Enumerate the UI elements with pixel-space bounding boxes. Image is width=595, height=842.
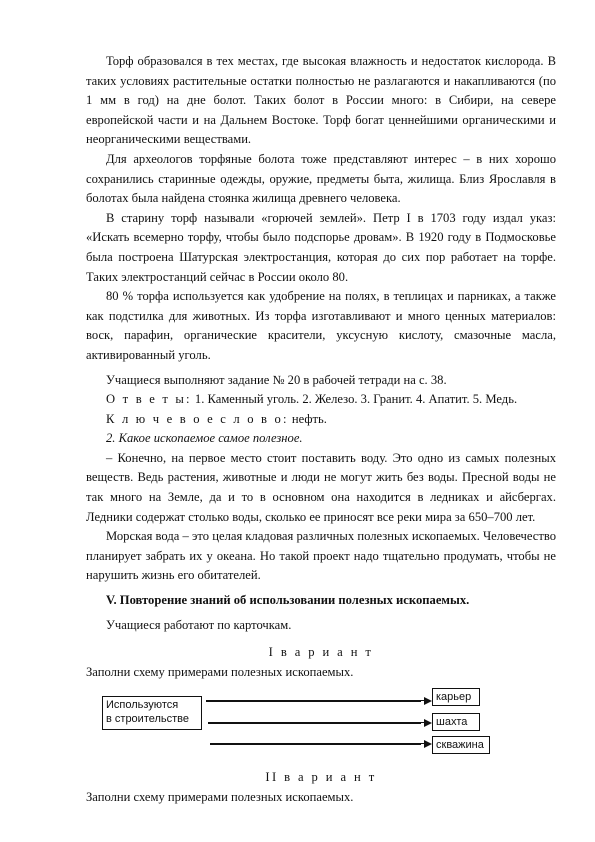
- paragraph-peat-origin: Торф образовался в тех местах, где высокая влажность и недостаток кислорода. В таких условиях растительные остатки полностью не разлагаются и накапливаются (по 1 мм в год) на дне болот. Таких болот в России много: в Сибири, на севере европейской части и на Дальнем Востоке. Торф богат ценнейшими органическими и неорганическими веществами.: [86, 54, 556, 147]
- arrow-shaft-2: [386, 722, 424, 723]
- section-title: V. Повторение знаний об использовании полезных ископаемых.: [106, 593, 470, 608]
- variant-2-heading: II в а р и а н т: [265, 770, 377, 785]
- source-label-line2: в строительстве: [106, 713, 190, 726]
- paragraph-sea-water: Морская вода – это целая кладовая различных полезных ископаемых. Человечество планирует забрать их у океана. Но такой проект надо тщательно продумать, чтобы не нарушить жизнь его обитателей.: [86, 529, 556, 583]
- keyword-line: [86, 410, 556, 430]
- document-page: [86, 52, 556, 808]
- keyword-label: К л ю ч е в о е с л о в о:: [106, 411, 289, 426]
- scheme-diagram: [86, 686, 556, 750]
- variant-1-heading: I в а р и а н т: [268, 645, 374, 660]
- paragraph-task: Учащиеся выполняют задание № 20 в рабочей тетради на с. 38.: [106, 372, 447, 387]
- arrow-head-3: [424, 740, 432, 748]
- source-box: [102, 696, 202, 730]
- arrow-head-2: [424, 719, 432, 727]
- arrow-head-1: [424, 697, 432, 705]
- arrow-shaft-3: [386, 743, 424, 744]
- question-heading: 2. Какое ископаемое самое полезное.: [106, 431, 303, 446]
- source-label-line1: Используются: [106, 699, 179, 712]
- target-box-quarry: карьер: [432, 688, 480, 706]
- target-box-mine: шахта: [432, 713, 480, 731]
- paragraph-water: – Конечно, на первое место стоит поставить воду. Это одно из самых полезных веществ. Ведь растения, животные и люди не могут жить без воды. Пресной воды не так много на Земле, да и то в основном она находится в ледниках и айсбергах. Ледники содержат столько воды, сколько ее приносят все реки мира за 650–700 лет.: [86, 450, 556, 524]
- arrow-shaft-1: [386, 700, 424, 701]
- instruction-2: Заполни схему примерами полезных ископаемых.: [86, 790, 354, 804]
- paragraph-history: В старину торф называли «горючей землей». Петр I в 1703 году издал указ: «Искать всемерно торфу, чтобы было подспорье дровам». В 1920 году в Подмосковье была построена Шатурская электростанция, которая до сих пор работает на торфе. Таких электростанций сейчас в России около 80.: [86, 210, 556, 284]
- keyword-text: нефть.: [291, 411, 327, 426]
- paragraph-archaeology: Для археологов торфяные болота тоже представляют интерес – в них хорошо сохранились старинные одежды, оружие, предметы быта, жилища. Близ Ярославля в болотах была найдена стоянка жилища древнего человека.: [86, 151, 556, 206]
- target-box-well: скважина: [432, 736, 490, 754]
- answers-text: 1. Каменный уголь. 2. Железо. 3. Гранит. 4. Апатит. 5. Медь.: [194, 392, 518, 407]
- answers-label: О т в е т ы:: [106, 392, 192, 407]
- cards-text: Учащиеся работают по карточкам.: [106, 617, 292, 632]
- instruction-1: Заполни схему примерами полезных ископаемых.: [86, 664, 354, 679]
- paragraph-usage: 80 % торфа используется как удобрение на полях, в теплицах и парниках, а также как подстилка для животных. Из торфа изготавливают и много ценных материалов: воск, парафин, органические красители, уксусную кислоту, смазочные масла, активированный уголь.: [86, 289, 556, 362]
- answers-line: [86, 390, 556, 410]
